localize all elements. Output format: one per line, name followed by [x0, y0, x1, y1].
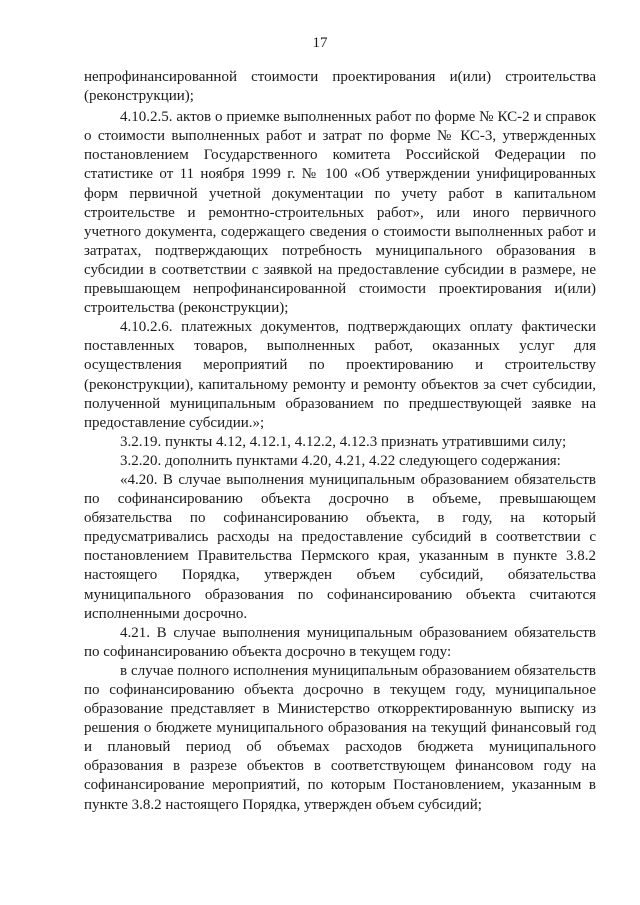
paragraph-4-10-2-5: 4.10.2.5. актов о приемке выполненных работ по форме № КС-2 и справок о стоимости выполненных работ и затрат по форме № КС-3, утвержденных постановлением Государственного комитета Российской Федерации по статистике от 11 ноября 1999 г. № 100 «Об утверждении унифицированных форм первичной учетной документации по учету работ в капитальном строительстве и ремонтно-строительных работ», или иного первичного учетного документа, содержащего сведения о стоимости выполненных работ и затратах, подтверждающих потребность муниципального образования в субсидии в соответствии с заявкой на предоставление субсидии в размере, не превышающем непрофинансированной стоимости проектирования и(или) строительства (реконструкции);: [84, 109, 596, 317]
paragraph-4-21-case-full: в случае полного исполнения муниципальным образованием обязательств по софинансированию объекта досрочно в текущем году, муниципальное образование представляет в Министерство откорректированную выписку из решения о бюджете муниципального образования на текущий финансовый год и плановый период об объемах расходов бюджета муниципального образования в разрезе объектов в соответствующем финансовом году на софинансирование мероприятий, по которым Постановлением, указанным в пункте 3.8.2 настоящего Порядка, утвержден объем субсидий;: [84, 662, 596, 813]
paragraph-4-20: «4.20. В случае выполнения муниципальным образованием обязательств по софинансированию объекта досрочно в объеме, превышающем обязательства по софинансированию объекта, в году, на который предусматривались расходы на предоставление субсидий в соответствии с постановлением Правительства Пермского края, указанным в пункте 3.8.2 настоящего Порядка, утвержден объем субсидий, обязательства муниципального образования по софинансированию объекта считаются исполненными досрочно.: [84, 471, 596, 622]
paragraph-3-2-19: 3.2.19. пункты 4.12, 4.12.1, 4.12.2, 4.12.3 признать утратившими силу;: [120, 433, 567, 450]
paragraph-3-2-20: 3.2.20. дополнить пунктами 4.20, 4.21, 4.22 следующего содержания:: [120, 452, 561, 469]
document-body: [84, 68, 596, 815]
page-number: 17: [312, 35, 328, 51]
paragraph-4-10-2-6: 4.10.2.6. платежных документов, подтверждающих оплату фактически поставленных товаров, выполненных работ, оказанных услуг для осуществления мероприятий по проектированию и строительству (реконструкции), капитальному ремонту и ремонту объектов за счет субсидии, полученной муниципальным образованием по предшествующей заявке на предоставление субсидии.»;: [84, 319, 596, 431]
paragraph-4-21: 4.21. В случае выполнения муниципальным образованием обязательств по софинансированию объекта досрочно в текущем году:: [84, 624, 596, 660]
paragraph-continuation: непрофинансированной стоимости проектирования и(или) строительства (реконструкции);: [84, 69, 596, 105]
